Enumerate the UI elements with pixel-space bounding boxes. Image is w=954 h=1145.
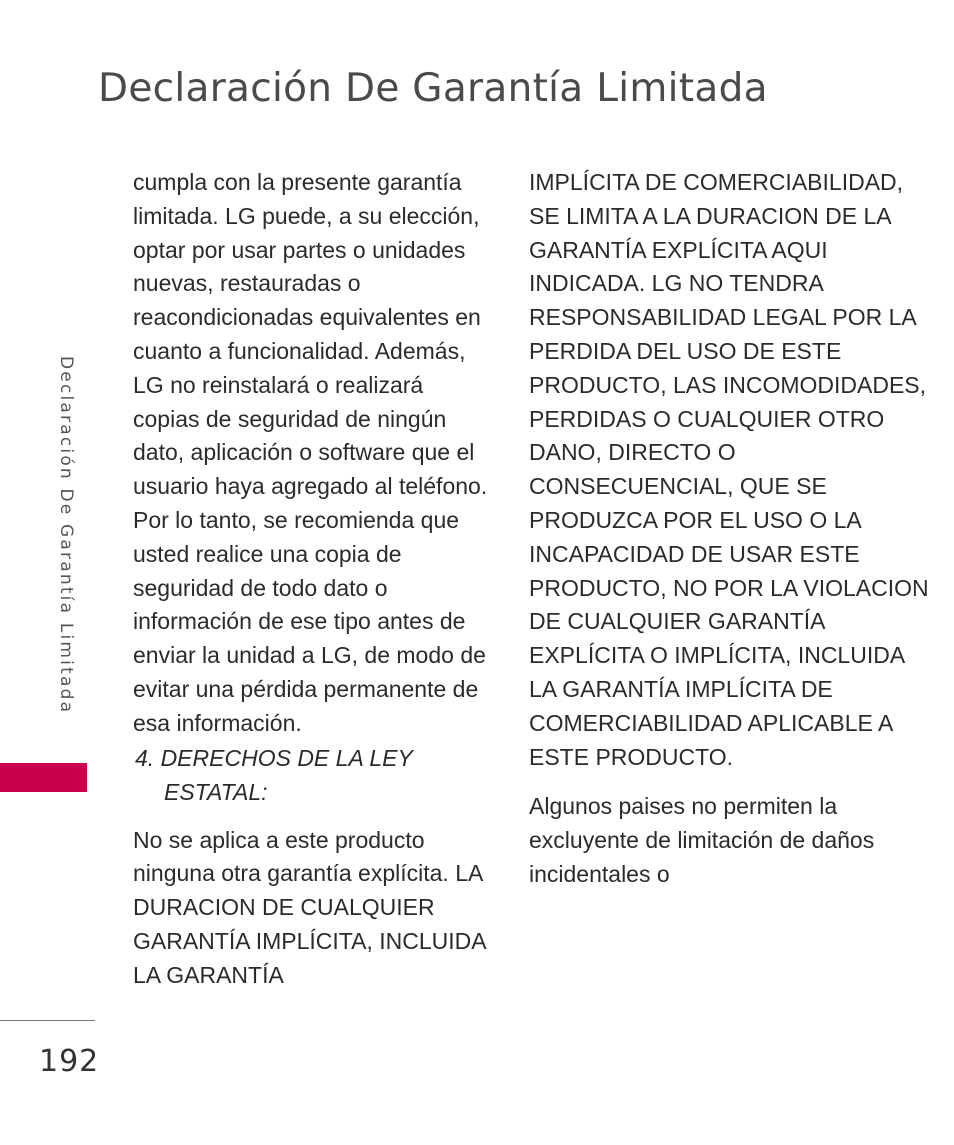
- section-heading: 4. DERECHOS DE LA LEY ESTATAL:: [135, 744, 413, 805]
- body-paragraph: Algunos paises no permiten la excluyente de limitación de daños incidentales o: [529, 793, 875, 887]
- body-paragraph: cumpla con la presente garantía limitada. LG puede, a su elección, optar por usar partes o unidades nuevas, restauradas o reacondicionadas equivalentes en cuanto a funcionalidad. Además, LG no reinstalará o realizará copias de seguridad de ningún dato, aplicación o software que el usuario haya agregado al teléfono. Por lo tanto, se recomienda que usted realice una copia de seguridad de todo dato o información de ese tipo antes de enviar la unidad a LG, de modo de evitar una pérdida permanente de esa información.: [133, 169, 488, 736]
- left-column: [133, 166, 488, 993]
- page-title: Declaración De Garantía Limitada: [98, 66, 768, 111]
- footer-divider: [0, 1020, 95, 1021]
- body-paragraph: IMPLÍCITA DE COMERCIABILIDAD, SE LIMITA A LA DURACION DE LA GARANTÍA EXPLÍCITA AQUI INDICADA. LG NO TENDRA RESPONSABILIDAD LEGAL POR LA PERDIDA DEL USO DE ESTE PRODUCTO, LAS INCOMODIDADES, PERDIDAS O CUALQUIER OTRO DANO, DIRECTO O CONSECUENCIAL, QUE SE PRODUZCA POR EL USO O LA INCAPACIDAD DE USAR ESTE PRODUCTO, NO POR LA VIOLACION DE CUALQUIER GARANTÍA EXPLÍCITA O IMPLÍCITA, INCLUIDA LA GARANTÍA IMPLÍCITA DE COMERCIABILIDAD APLICABLE A ESTE PRODUCTO.: [529, 169, 929, 770]
- page-number: 192: [39, 1044, 100, 1079]
- side-tab-marker: [0, 763, 87, 792]
- body-paragraph: No se aplica a este producto ninguna otra garantía explícita. LA DURACION DE CUALQUIER GARANTÍA IMPLÍCITA, INCLUIDA LA GARANTÍA: [133, 826, 486, 988]
- side-tab-label: Declaración De Garantía Limitada: [56, 356, 76, 715]
- right-column: [529, 166, 929, 892]
